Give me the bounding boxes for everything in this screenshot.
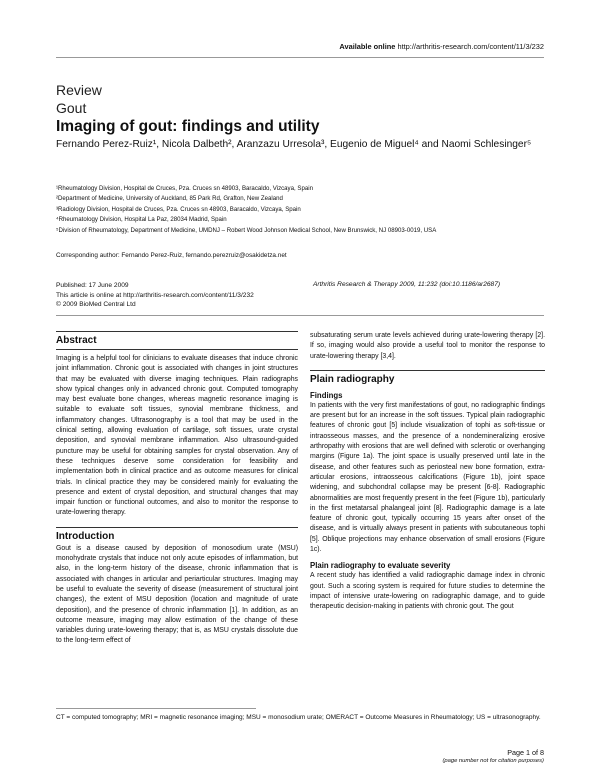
affiliation-3: ³Radiology Division, Hospital de Cruces, Pza. Cruces sn 48903, Baracaldo, Vizcaya, Spain	[56, 205, 301, 213]
continuation-text: subsaturating serum urate levels achieved during urate-lowering therapy [2]. If so, imaging would also provide a useful tool to monitor the response to urate-lowering therapy [3,4].	[310, 332, 545, 360]
section-rule	[56, 315, 544, 316]
page-number: Page 1 of 8	[507, 748, 544, 757]
copyright: © 2009 BioMed Central Ltd	[56, 301, 136, 309]
publication-info	[56, 281, 254, 310]
severity-text: A recent study has identified a valid radiographic damage index in chronic gout. Such a scoring system is required for future studies to determine the impact of intensive urate-lowering on radiographic damage, and to guide therapeutic decision-making in patients with chronic gout. The gout	[310, 572, 545, 611]
available-online-label: Available online	[339, 42, 396, 51]
left-column	[56, 331, 298, 647]
available-online-url[interactable]: http://arthritis-research.com/content/11/3/232	[397, 42, 544, 51]
affiliation-4: ⁴Rheumatology Division, Hospital La Paz, 28034 Madrid, Spain	[56, 216, 227, 224]
citation: Arthritis Research & Therapy 2009, 11:232 (doi:10.1186/ar2687)	[313, 281, 501, 288]
published-date: Published: 17 June 2009	[56, 282, 129, 289]
plain-radiography-heading: Plain radiography	[310, 370, 545, 385]
online-at: This article is online at http://arthritis-research.com/content/11/3/232	[56, 291, 254, 299]
introduction-heading: Introduction	[56, 527, 298, 542]
affiliation-1: ¹Rheumatology Division, Hospital de Cruces, Pza. Cruces sn 48903, Baracaldo, Vizcaya, Spain	[56, 185, 313, 192]
page-number-note: (page number not for citation purposes)	[442, 758, 544, 764]
right-column	[310, 331, 545, 613]
introduction-text: Gout is a disease caused by deposition of monosodium urate (MSU) monohydrate crystals that induce not only acute episodes of inflammation, but also, in the long-term history of the disease, chronic inflammation that is associated with changes in articular and periarticular structures. Imaging may be useful to evaluate the severity of disease (measurement of structural joint changes), the extent of MSU deposition (location and magnitude of urate deposition), and the presence of chronic inflammation [1]. In addition, as an outcome measure, imaging may allow estimation of the change of these variables during urate-lowering therapy; that is, as MSU crystals dissolute due to the long-term effect of	[56, 544, 298, 645]
footnote: CT = computed tomography; MRI = magnetic resonance imaging; MSU = monosodium urate; OMERACT = Outcome Measures in Rheumatology; US = ultrasonography.	[56, 714, 541, 721]
article-title: Imaging of gout: findings and utility	[56, 118, 320, 135]
affiliations	[56, 184, 556, 236]
abstract-text: Imaging is a helpful tool for clinicians to evaluate diseases that induce chronic joint inflammation. Chronic gout is associated with changes in joint structures that may be evaluated with diverse imaging techniques. Plain radiographs show typical changes only in advanced chronic gout. Computed tomography may best evaluate bone changes, whereas magnetic resonance imaging is suitable to evaluate soft tissues, synovial membrane thickness, and inflammatory changes. Ultrasonography is a tool that may be used in the clinical setting, allowing evaluation of cartilage, soft tissues, urate crystal deposition, and synovial membrane inflammation. Also ultrasound-guided puncture may be useful for obtaining samples for crystal observation. Any of these techniques deserve some consideration for feasibility and implementation both in clinical practice and as outcome measures for clinical trials. In clinical practice they may be considered mainly for evaluating the presence and extent of crystal deposition, and structural changes that may impair function or functional outcomes, and also to monitor the response to urate-lowering therapy.	[56, 355, 298, 517]
affiliation-2: ²Department of Medicine, University of Auckland, 85 Park Rd, Grafton, New Zealand	[56, 195, 283, 203]
available-online-line	[339, 42, 544, 51]
corresponding-author: Corresponding author: Fernando Perez-Ruiz, fernando.perezruiz@osakidetza.net	[56, 252, 287, 259]
article-subject: Gout	[56, 100, 87, 116]
severity-heading: Plain radiography to evaluate severity	[310, 561, 451, 571]
footnote-rule	[56, 708, 256, 709]
affiliation-5: ⁵Division of Rheumatology, Department of Medicine, UMDNJ – Robert Wood Johnson Medical School, New Brunswick, NJ 08903-0019, USA	[56, 226, 437, 234]
findings-heading: Findings	[310, 390, 343, 400]
findings-text: In patients with the very first manifestations of gout, no radiographic findings are present but for an increase in the soft tissues. Typical plain radiographic features of chronic gout [5] include visualization of tophi as soft-tissue or intraosseous masses, and the presence of a nondemineralizing erosive arthropathy with erosions that are well defined with sclerotic or overhanging margins (Figure 1a). The joint space is usually preserved until late in the disease, and other features such as periosteal new bone formation, extra-articular erosions, intraosseous calcifications (Figure 1b), joint space widening, and subchondral collapse may be present [6-8]. Radiographic abnormalities are most frequently present in the feet (Figure 1b), particularly in the first metatarsal phalangeal joint [8]. Radiographic damage is a late feature of chronic gout, typically occurring 15 years after onset of the disease, and is virtually always present in patients with subcutaneous tophi [5]. Oblique projections may enhance observation of small erosions (Figure 1c).	[310, 401, 545, 554]
abstract-heading: Abstract	[56, 331, 298, 350]
article-section: Review	[56, 82, 102, 98]
article-authors: Fernando Perez-Ruiz¹, Nicola Dalbeth², Aranzazu Urresola³, Eugenio de Miguel⁴ and Naomi Schlesinger⁵	[56, 139, 532, 150]
header-rule	[56, 57, 544, 58]
